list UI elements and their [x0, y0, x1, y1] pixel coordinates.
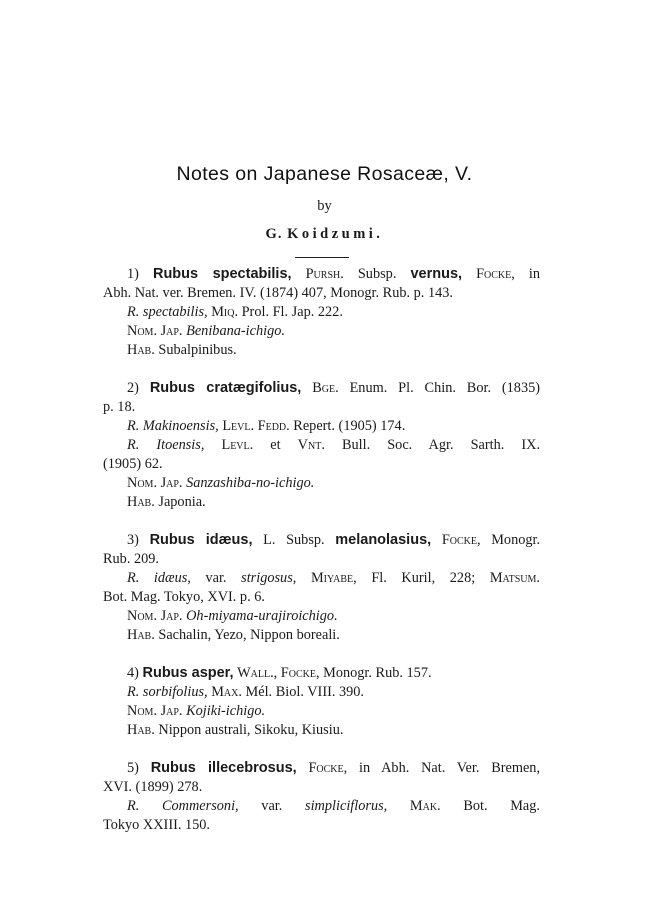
entry-number: 1): [127, 266, 139, 282]
synonym-line: [103, 683, 540, 702]
synonym-line: [103, 569, 540, 588]
synonym-authority: Levl.: [221, 437, 254, 453]
japanese-name-line: [103, 322, 540, 341]
synonym-reference: Repert. (1905) 174.: [293, 418, 406, 434]
habitat-line: [103, 493, 540, 512]
reference-line: Rub. 209.: [103, 551, 160, 567]
synonym-name: R. Itoensis,: [127, 437, 205, 453]
species-name: Rubus illecebrosus,: [150, 760, 297, 776]
subspecies-name: melanolasius,: [335, 532, 432, 548]
species-entry-5: [103, 759, 540, 835]
synonym-authority-2: Fedd.: [257, 418, 290, 434]
habitat-text: Subalpinibus.: [158, 342, 237, 358]
species-authority: Bge.: [312, 380, 339, 396]
synonym-line: [103, 797, 540, 816]
variety-name: strigosus,: [241, 570, 297, 586]
author-initial: G.: [265, 226, 283, 242]
hab-label: Hab.: [127, 342, 155, 358]
synonym-authority: Miq.: [211, 304, 239, 320]
species-authority: Wall., Focke,: [237, 665, 320, 681]
reference-text: Monogr.: [491, 532, 541, 548]
synonym-authority: Mak.: [409, 798, 441, 814]
japanese-name-line: [103, 474, 540, 493]
reference-authority: Focke,: [441, 532, 481, 548]
reference-line: Abh. Nat. ver. Bremen. IV. (1874) 407, Monogr. Rub. p. 143.: [103, 285, 453, 301]
reference-line: p. 18.: [103, 399, 136, 415]
entry-heading-line: [103, 265, 540, 284]
subspecies-name: vernus,: [410, 266, 463, 282]
synonym-reference: Prol. Fl. Jap. 222.: [241, 304, 343, 320]
hab-label: Hab.: [127, 722, 155, 738]
habitat-text: Sachalin, Yezo, Nippon boreali.: [158, 627, 340, 643]
entry-heading-line: [103, 379, 540, 398]
synonym-reference: Bull. Soc. Agr. Sarth. IX.: [341, 437, 541, 453]
synonym-line: [103, 303, 540, 322]
synonym-reference-cont: Bot. Mag. Tokyo, XVI. p. 6.: [103, 589, 265, 605]
variety-name: simpliciflorus,: [305, 798, 388, 814]
synonym-name: R. idæus,: [127, 570, 191, 586]
japanese-name: Kojiki-ichigo.: [186, 703, 266, 719]
synonym-authority: Max.: [211, 684, 242, 700]
species-entry-2: [103, 379, 540, 512]
author-surname: Koidzumi.: [287, 226, 384, 242]
synonym-authority-2: Matsum.: [489, 570, 540, 586]
nom-jap-label: Nom. Jap.: [127, 475, 183, 491]
entry-heading-line: [103, 531, 540, 550]
reference-text: Monogr. Rub. 157.: [323, 665, 432, 681]
entry-number: 4): [127, 665, 139, 681]
synonym-et: et: [270, 437, 281, 453]
paper-title: Notes on Japanese Rosaceæ, V.: [176, 163, 473, 185]
hab-label: Hab.: [127, 627, 155, 643]
synonym-name: R. sorbifolius,: [127, 684, 208, 700]
japanese-name-line: [103, 702, 540, 721]
reference-text: Enum. Pl. Chin. Bor. (1835): [349, 380, 541, 396]
japanese-name: Oh-miyama-urajiroichigo.: [186, 608, 338, 624]
species-name: Rubus asper,: [142, 665, 234, 681]
species-entry-3: [103, 531, 540, 645]
synonym-name: R. Commersoni,: [127, 798, 239, 814]
habitat-text: Japonia.: [158, 494, 206, 510]
species-authority: Focke,: [308, 760, 348, 776]
entry-number: 2): [127, 380, 139, 396]
synonym-authority-2: Vnt.: [297, 437, 325, 453]
species-entry-4: [103, 664, 540, 740]
japanese-name: Benibana-ichigo.: [186, 323, 285, 339]
nom-jap-label: Nom. Jap.: [127, 608, 183, 624]
synonym-var-label: var.: [205, 570, 227, 586]
species-authority: Pursh.: [305, 266, 344, 282]
synonym-authority: Miyabe,: [310, 570, 357, 586]
author-name: [0, 226, 649, 243]
reference-line: XVI. (1899) 278.: [103, 779, 203, 795]
species-name: Rubus spectabilis,: [152, 266, 292, 282]
synonym-reference-cont: (1905) 62.: [103, 456, 163, 472]
species-authority: L.: [263, 532, 276, 548]
japanese-name: Sanzashiba-no-ichigo.: [186, 475, 315, 491]
reference-text: in: [528, 266, 541, 282]
reference-text: in Abh. Nat. Ver. Bremen,: [359, 760, 541, 776]
synonym-var-label: var.: [261, 798, 283, 814]
species-entry-1: [103, 265, 540, 360]
entry-heading-line: [103, 759, 540, 778]
synonym-reference: Fl. Kuril, 228;: [371, 570, 476, 586]
byline-by: by: [317, 198, 332, 214]
synonym-line-2: [103, 436, 540, 455]
habitat-line: [103, 341, 540, 360]
species-name: Rubus cratægifolius,: [149, 380, 302, 396]
subsp-label: Subsp.: [286, 532, 325, 548]
synonym-authority: Levl.: [222, 418, 255, 434]
nom-jap-label: Nom. Jap.: [127, 703, 183, 719]
habitat-line: [103, 721, 540, 740]
species-name: Rubus idæus,: [149, 532, 253, 548]
synonym-name: R. spectabilis,: [127, 304, 208, 320]
hab-label: Hab.: [127, 494, 155, 510]
habitat-line: [103, 626, 540, 645]
entry-heading-line: [103, 664, 540, 683]
article-body: [103, 265, 540, 854]
title-divider: [295, 257, 349, 258]
synonym-reference-cont: Tokyo XXIII. 150.: [103, 817, 211, 833]
japanese-name-line: [103, 607, 540, 626]
synonym-name: R. Makinoensis,: [127, 418, 219, 434]
subsp-label: Subsp.: [357, 266, 397, 282]
entry-number: 3): [127, 532, 139, 548]
reference-authority: Focke,: [476, 266, 515, 282]
synonym-reference: Bot. Mag.: [463, 798, 540, 814]
synonym-reference: Mél. Biol. VIII. 390.: [245, 684, 365, 700]
entry-number: 5): [127, 760, 139, 776]
habitat-text: Nippon australi, Sikoku, Kiusiu.: [158, 722, 344, 738]
nom-jap-label: Nom. Jap.: [127, 323, 183, 339]
synonym-line: [103, 417, 540, 436]
